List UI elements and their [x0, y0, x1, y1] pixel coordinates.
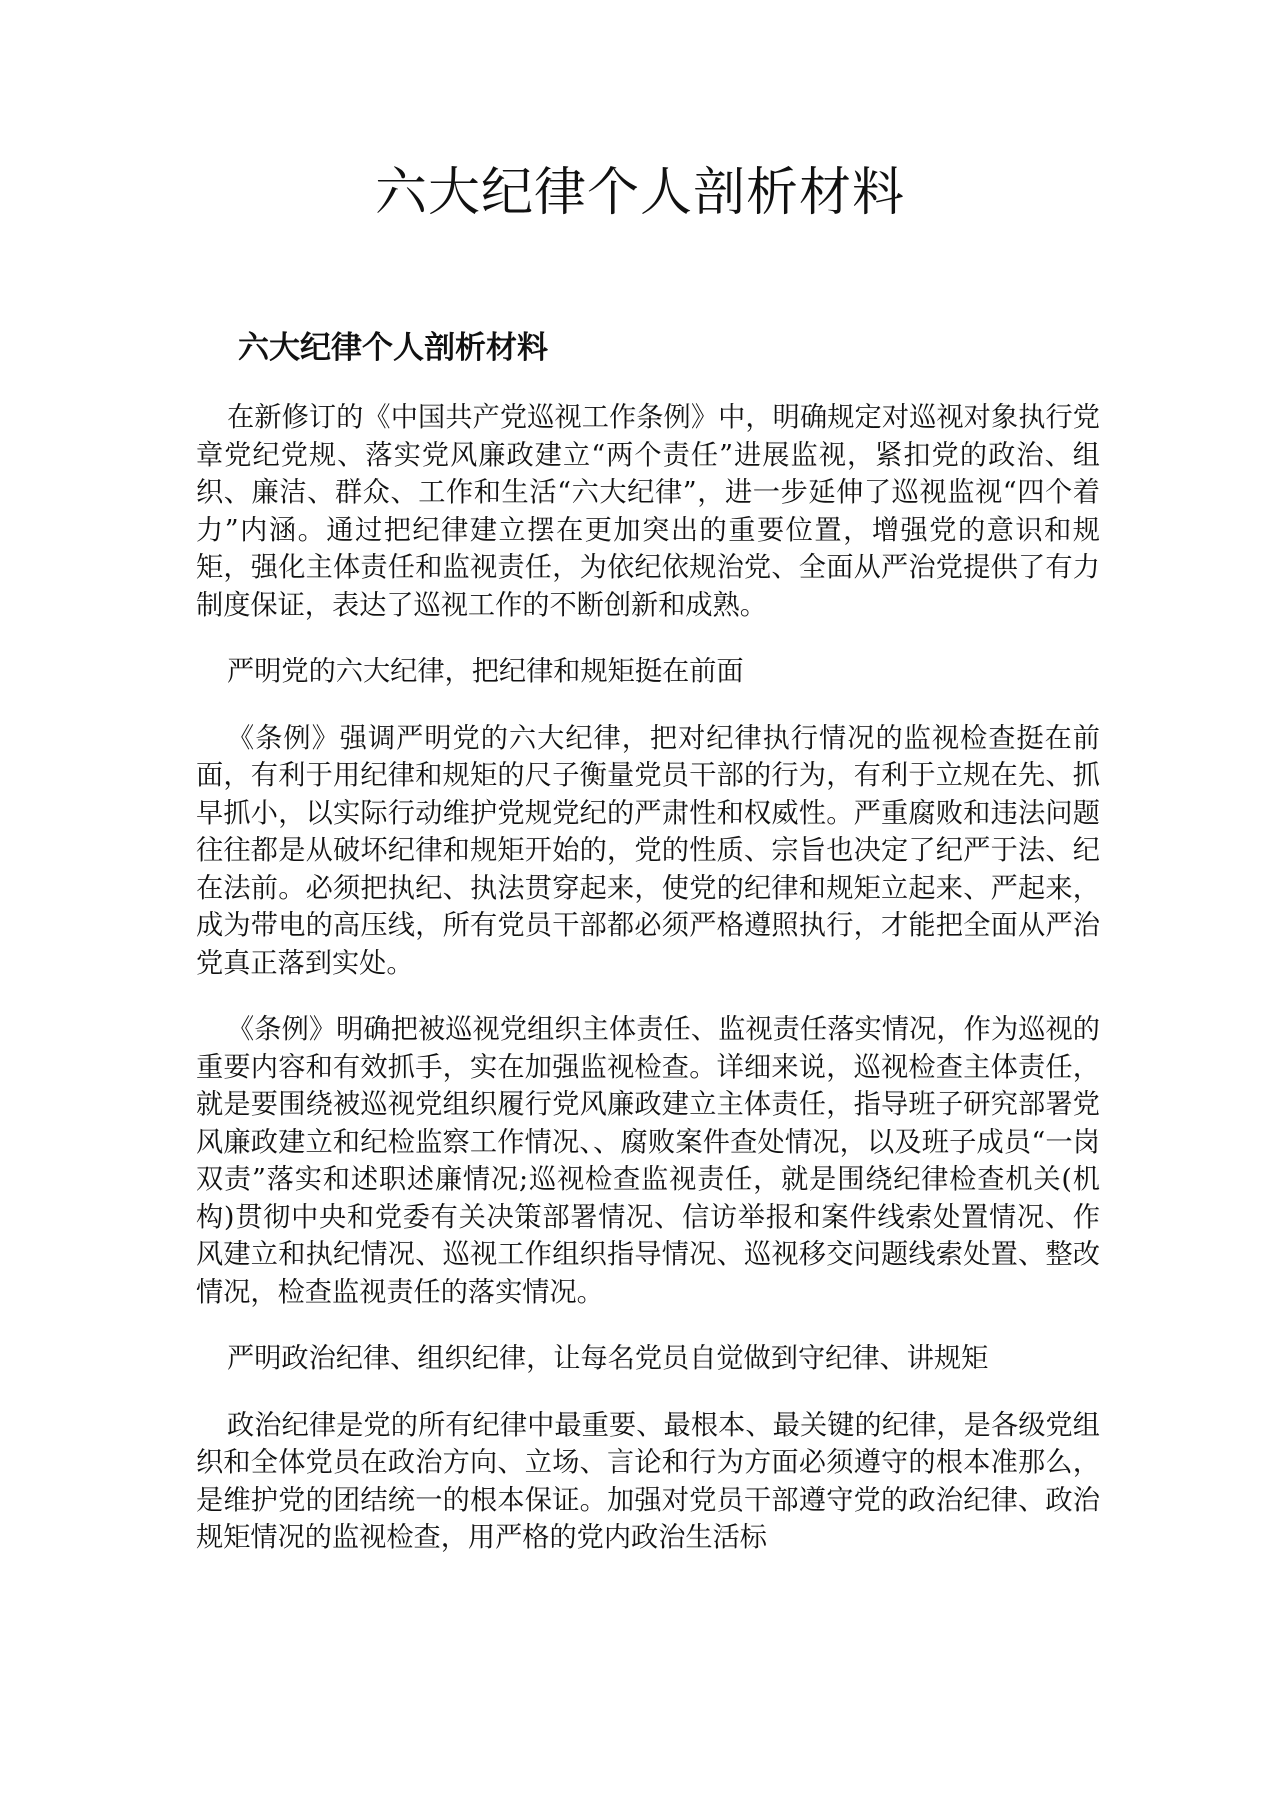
paragraph-responsibility-supervision: 《条例》明确把被巡视党组织主体责任、监视责任落实情况，作为巡视的重要内容和有效抓手，实在加强监视检查。详细来说，巡视检查主体责任，就是要围绕被巡视党组织履行党风廉政建立主体责任，指导班子研究部署党风廉政建立和纪检监察工作情况、、腐败案件查处情况，以及班子成员“一岗双责”落实和述职述廉情况;巡视检查监视责任，就是围绕纪律检查机关(机构)贯彻中央和党委有关决策部署情况、信访举报和案件线索处置情况、作风建立和执纪情况、巡视工作组织指导情况、巡视移交问题线索处置、整改情况，检查监视责任的落实情况。 — [196, 1014, 1100, 1308]
section-heading: 六大纪律个人剖析材料 — [238, 330, 548, 366]
paragraph-intro: 在新修订的《中国共产党巡视工作条例》中，明确规定对巡视对象执行党章党纪党规、落实党风廉政建立“两个责任”进展监视，紧扣党的政治、组织、廉洁、群众、工作和生活“六大纪律”，进一步延伸了巡视监视“四个着力”内涵。通过把纪律建立摆在更加突出的重要位置，增强党的意识和规矩，强化主体责任和监视责任，为依纪依规治党、全面从严治党提供了有力制度保证，表达了巡视工作的不断创新和成熟。 — [196, 402, 1100, 621]
paragraph-political-discipline: 政治纪律是党的所有纪律中最重要、最根本、最关键的纪律，是各级党组织和全体党员在政治方向、立场、言论和行为方面必须遵守的根本准那么，是维护党的团结统一的根本保证。加强对党员干部遵守党的政治纪律、政治规矩情况的监视检查，用严格的党内政治生活标 — [196, 1409, 1100, 1553]
subheading-political-discipline: 严明政治纪律、组织纪律，让每名党员自觉做到守纪律、讲规矩 — [227, 1343, 989, 1374]
subheading-six-disciplines: 严明党的六大纪律，把纪律和规矩挺在前面 — [227, 656, 744, 687]
document-body — [196, 399, 1100, 1586]
document-title: 六大纪律个人剖析材料 — [374, 163, 905, 223]
paragraph-regulations-emphasis: 《条例》强调严明党的六大纪律，把对纪律执行情况的监视检查挺在前面，有利于用纪律和规矩的尺子衡量党员干部的行为，有利于立规在先、抓早抓小，以实际行动维护党规党纪的严肃性和权威性。严重腐败和违法问题往往都是从破坏纪律和规矩开始的，党的性质、宗旨也决定了纪严于法、纪在法前。必须把执纪、执法贯穿起来，使党的纪律和规矩立起来、严起来，成为带电的高压线，所有党员干部都必须严格遵照执行，才能把全面从严治党真正落到实处。 — [196, 722, 1100, 979]
